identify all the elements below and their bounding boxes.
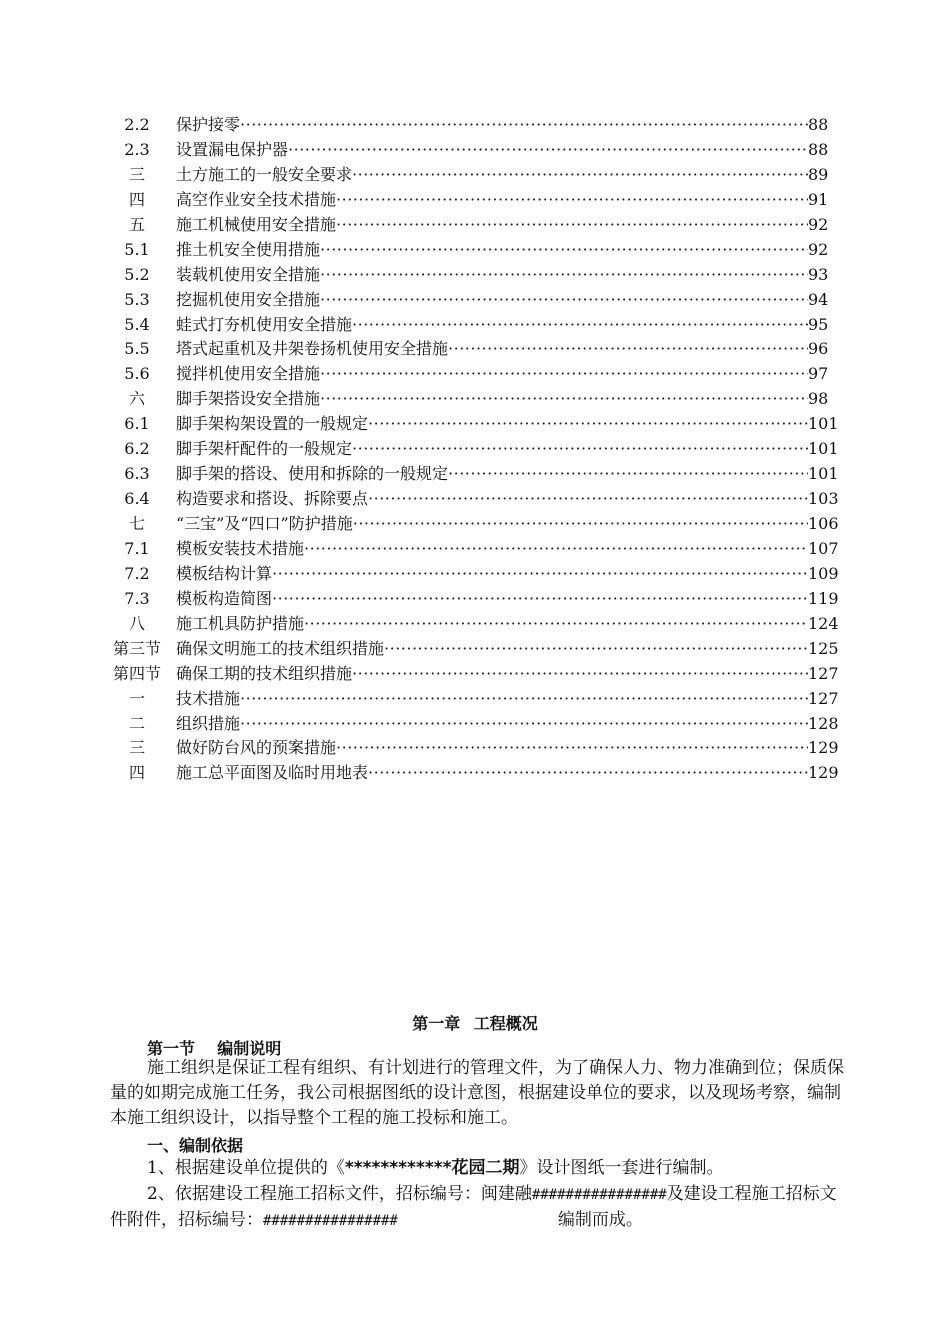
toc-entry-number: 7.1 (124, 538, 150, 558)
tender-code-1: ################ (531, 1187, 667, 1203)
toc-entry-page: 101 (808, 437, 839, 462)
toc-entry-page: 95 (808, 313, 828, 338)
toc-entry-title: 设置漏电保护器 ····· (176, 138, 808, 163)
toc-entry-title: 保护接零 ····· (176, 113, 808, 138)
toc-entry[interactable] (0, 712, 950, 737)
toc-entry-number: 5.3 (124, 289, 150, 309)
table-of-contents (0, 113, 950, 786)
toc-entry-page: 128 (808, 712, 839, 737)
toc-entry-number: 2.2 (124, 115, 150, 134)
toc-entry-page: 107 (808, 537, 839, 562)
toc-entry[interactable] (0, 612, 950, 637)
toc-entry-title: 施工总平面图及临时用地表 ····· (176, 761, 808, 786)
toc-entry[interactable] (0, 288, 950, 313)
toc-entry-page: 94 (808, 288, 828, 313)
toc-entry[interactable] (0, 263, 950, 288)
basis-2-middle: 及建设工程施工招标文件附件，招标编号： (110, 1184, 837, 1230)
toc-entry-title: 施工机具防护措施 ····· (176, 612, 808, 637)
toc-entry-page: 119 (808, 587, 839, 612)
toc-entry-page: 127 (808, 687, 839, 712)
toc-entry-title: 塔式起重机及井架卷扬机使用安全措施 ····· (176, 337, 808, 362)
toc-entry-title: 土方施工的一般安全要求 ····· (176, 163, 808, 188)
toc-entry[interactable] (0, 587, 950, 612)
toc-entry-number: 四 (128, 189, 145, 209)
toc-entry-title: 模板结构计算 ····· (176, 562, 808, 587)
toc-entry[interactable] (0, 337, 950, 362)
toc-entry-title: 构造要求和搭设、拆除要点 ····· (176, 487, 808, 512)
toc-entry-title: “三宝”及“四口”防护措施 ····· (176, 512, 808, 537)
chapter-title (0, 1011, 950, 1034)
toc-entry[interactable] (0, 637, 950, 662)
chapter-label: 第一章 (412, 1014, 461, 1033)
toc-entry-number: 6.2 (124, 439, 150, 459)
toc-entry-title: 施工机械使用安全措施 ····· (176, 213, 808, 238)
tender-code-2: ################ (263, 1213, 398, 1229)
toc-entry-page: 92 (808, 238, 828, 263)
toc-entry-number: 三 (128, 164, 145, 184)
toc-entry-title: 脚手架的搭设、使用和拆除的一般规定 ····· (176, 462, 808, 487)
toc-entry-page: 88 (808, 138, 828, 163)
toc-entry-page: 129 (808, 736, 839, 761)
toc-entry[interactable] (0, 313, 950, 338)
toc-entry[interactable] (0, 462, 950, 487)
toc-entry-page: 92 (808, 213, 828, 238)
toc-entry-page: 125 (808, 637, 839, 662)
toc-entry-number: 第三节 (112, 638, 161, 658)
toc-entry-title: 做好防台风的预案措施 ····· (176, 736, 808, 761)
toc-entry[interactable] (0, 238, 950, 263)
basis-2-prefix: 2、依据建设工程施工招标文件，招标编号：闽建融 (147, 1184, 532, 1204)
toc-entry-title: 模板构造简图 ····· (176, 587, 808, 612)
toc-entry[interactable] (0, 662, 950, 687)
basis-item-1 (110, 1156, 850, 1181)
toc-entry[interactable] (0, 761, 950, 786)
toc-entry[interactable] (0, 163, 950, 188)
toc-entry[interactable] (0, 113, 950, 138)
toc-entry-page: 129 (808, 761, 839, 786)
toc-entry-number: 八 (128, 613, 145, 633)
toc-entry-page: 106 (808, 512, 839, 537)
toc-entry-title: 技术措施 ····· (176, 687, 808, 712)
toc-entry-title: 装载机使用安全措施 ····· (176, 263, 808, 288)
toc-entry[interactable] (0, 512, 950, 537)
basis-1-prefix: 1、根据建设单位提供的《 (147, 1158, 345, 1178)
toc-entry-page: 88 (808, 113, 828, 138)
toc-entry-number: 5.4 (124, 314, 150, 334)
toc-entry[interactable] (0, 537, 950, 562)
toc-entry-title: 模板安装技术措施 ····· (176, 537, 808, 562)
toc-entry-number: 6.3 (124, 464, 150, 484)
toc-entry-number: 5.6 (124, 364, 150, 384)
toc-entry[interactable] (0, 736, 950, 761)
project-name: ************花园二期 (344, 1158, 520, 1178)
toc-entry[interactable] (0, 562, 950, 587)
toc-entry-title: 组织措施 ····· (176, 712, 808, 737)
section-label: 第一节 (147, 1039, 196, 1058)
toc-entry-number: 6.1 (124, 414, 150, 434)
toc-entry-number: 2.3 (124, 139, 150, 159)
toc-entry-number: 三 (128, 738, 145, 758)
toc-entry-title: 搅拌机使用安全措施 ····· (176, 362, 808, 387)
toc-entry-number: 7.2 (124, 563, 150, 583)
toc-entry-number: 六 (128, 389, 145, 409)
toc-entry-title: 确保文明施工的技术组织措施 ····· (176, 637, 808, 662)
toc-entry-page: 93 (808, 263, 828, 288)
toc-entry-title: 确保工期的技术组织措施 ····· (176, 662, 808, 687)
toc-entry-page: 89 (808, 163, 828, 188)
toc-entry-number: 5.1 (124, 239, 150, 259)
toc-entry[interactable] (0, 213, 950, 238)
basis-item-2 (110, 1182, 850, 1234)
basis-2-suffix: 编制而成。 (557, 1210, 643, 1230)
toc-entry-title: 高空作业安全技术措施 ····· (176, 188, 808, 213)
chapter-name: 工程概况 (473, 1014, 538, 1033)
toc-entry-title: 蛙式打夯机使用安全措施 ····· (176, 313, 808, 338)
toc-entry-title: 脚手架搭设安全措施 ····· (176, 387, 808, 412)
toc-entry-page: 109 (808, 562, 839, 587)
toc-entry-number: 七 (128, 514, 145, 533)
toc-entry-number: 5.5 (124, 339, 150, 359)
toc-entry-number: 5.2 (124, 264, 150, 284)
toc-entry[interactable] (0, 188, 950, 213)
toc-entry[interactable] (0, 387, 950, 412)
toc-entry-page: 103 (808, 487, 839, 512)
toc-entry-number: 二 (128, 713, 145, 733)
toc-entry-number: 6.4 (124, 489, 150, 509)
toc-entry-title: 挖掘机使用安全措施 ····· (176, 288, 808, 313)
toc-entry-page: 101 (808, 462, 839, 487)
toc-entry[interactable] (0, 437, 950, 462)
toc-entry-number: 7.3 (124, 588, 150, 608)
toc-entry-page: 98 (808, 387, 828, 412)
toc-entry[interactable] (0, 487, 950, 512)
toc-entry[interactable] (0, 687, 950, 712)
toc-entry-page: 97 (808, 362, 828, 387)
toc-entry-title: 推土机安全使用措施 ····· (176, 238, 808, 263)
toc-entry-number: 四 (128, 763, 145, 783)
toc-entry-page: 96 (808, 337, 828, 362)
toc-entry[interactable] (0, 362, 950, 387)
toc-entry-number: 第四节 (112, 663, 161, 683)
toc-entry-page: 127 (808, 662, 839, 687)
toc-entry-number: 五 (128, 214, 145, 234)
toc-entry[interactable] (0, 138, 950, 163)
basis-heading: 一、编制依据 (147, 1136, 244, 1155)
toc-entry-number: 一 (128, 688, 145, 708)
toc-entry-page: 91 (808, 188, 828, 213)
toc-entry-title: 脚手架构架设置的一般规定 ····· (176, 412, 808, 437)
toc-entry-title: 脚手架杆配件的一般规定 ····· (176, 437, 808, 462)
intro-paragraph: 施工组织是保证工程有组织、有计划进行的管理文件，为了确保人力、物力准确到位；保质保量的如期完成施工任务，我公司根据图纸的设计意图，根据建设单位的要求，以及现场考察，编制本施工组织设计，以指导整个工程的施工投标和施工。 (110, 1058, 844, 1128)
basis-1-suffix: 》设计图纸一套进行编制。 (519, 1158, 724, 1178)
section-title: 编制说明 (217, 1039, 282, 1058)
toc-entry-page: 101 (808, 412, 839, 437)
toc-entry[interactable] (0, 412, 950, 437)
toc-entry-page: 124 (808, 612, 839, 637)
